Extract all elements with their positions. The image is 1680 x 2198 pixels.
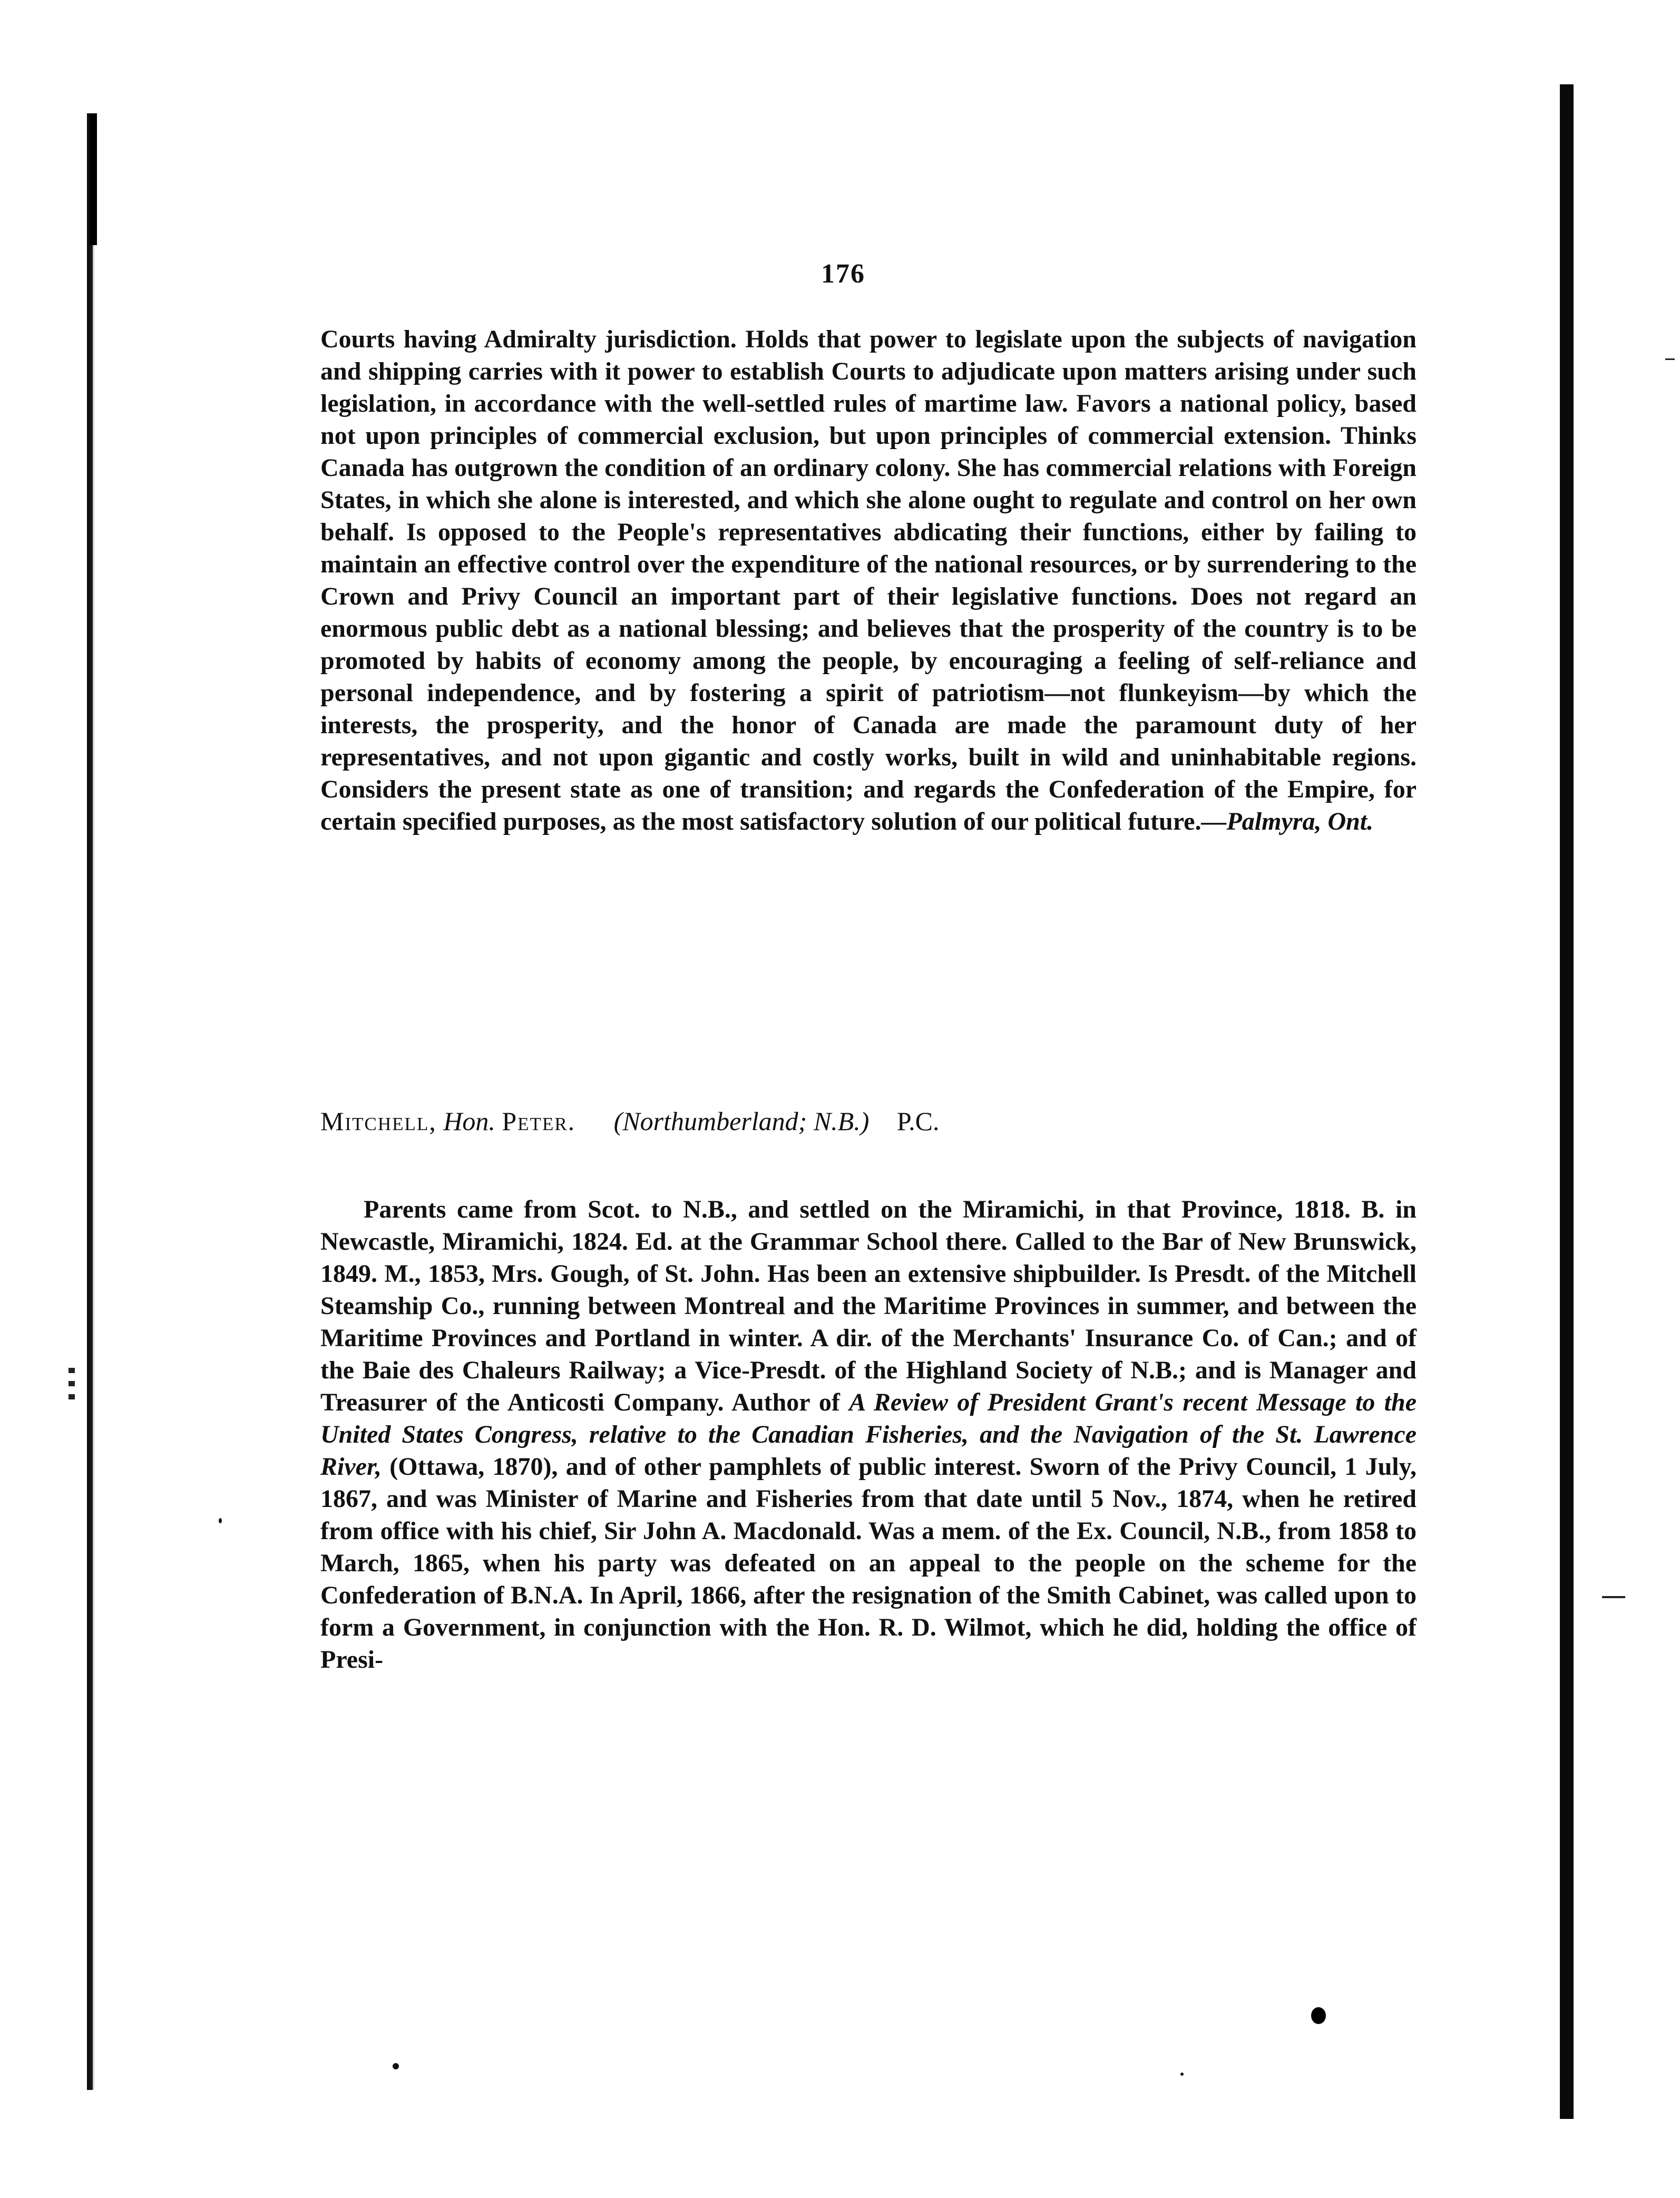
scan-mark [1665,358,1675,360]
signature-place: —Palmyra, Ont. [1201,808,1374,835]
scan-mark [69,1394,75,1399]
biography-paragraph [320,1193,1417,1676]
entry-surname: Mitchell, [320,1106,437,1136]
scan-speck [393,2063,399,2069]
entry-suffix: P.C. [896,1106,940,1136]
scan-edge-left [87,113,101,2090]
paragraph-text-part-2: (Ottawa, 1870), and of other pamphlets of public interest. Sworn of the Privy Council, 1 July, 1867, and was Minister of Marine and Fisheries from that date until 5 Nov., 1874, when he retired from office with his chief, Sir John A. Macdonald. Was a mem. of the Ex. Council, N.B., from 1858 to March, 1865, when his party was defeated on an appeal to the people on the scheme for the Confederation of B.N.A. In April, 1866, after the resignation of the Smith Cabinet, was called upon to form a Government, in conjunction with the Hon. R. D. Wilmot, which he did, holding the office of Presi- [320,1453,1417,1674]
scan-speck [1180,2073,1184,2076]
page-number: 176 [821,259,865,289]
paragraph-text: Courts having Admiralty jurisdiction. Holds that power to legislate upon the subjects of navigation and shipping carries with it power to establish Courts to adjudicate upon matters arising under such legislation, in accordance with the well-settled rules of martime law. Favors a national policy, based not upon principles of commercial exclusion, but upon principles of commercial extension. Thinks Canada has outgrown the condition of an ordinary colony. She has commercial relations with Foreign States, in which she alone is interested, and which she alone ought to regulate and control on her own behalf. Is opposed to the People's representatives abdicating their functions, either by failing to maintain an effective control over the expenditure of the national resources, or by surrendering to the Crown and Privy Council an important part of their legislative functions. Does not regard an enormous public debt as a national blessing; and believes that the prosperity of the country is to be promoted by habits of economy among the people, by encouraging a feeling of self-reliance and personal independence, and by fostering a spirit of patriotism—not flunkeyism—by which the interests, the prosperity, and the honor of Canada are made the paramount duty of her representatives, and not upon gigantic and costly works, built in wild and uninhabitable regions. Considers the present state as one of transition; and regards the Confederation of the Empire, for certain specified purposes, as the most satisfactory solution of our political future. [320,325,1417,835]
biography-paragraph-continued [320,323,1417,838]
scan-edge-left-dark [90,113,97,245]
scan-speck [219,1518,222,1523]
scan-edge-right [1560,84,1574,2119]
entry-riding: (Northumberland; N.B.) [613,1106,870,1136]
scan-mark [1602,1596,1625,1598]
scan-mark [69,1381,75,1386]
entry-heading [320,1104,1417,1138]
paragraph-text-part-1: Parents came from Scot. to N.B., and settled on the Miramichi, in that Province, 1818. B. in Newcastle, Miramichi, 1824. Ed. at the Grammar School there. Called to the Bar of New Brunswick, 1849. M., 1853, Mrs. Gough, of St. John. Has been an extensive shipbuilder. Is Presdt. of the Mitchell Steamship Co., running between Montreal and the Maritime Provinces in summer, and between the Maritime Provinces and Portland in winter. A dir. of the Merchants' Insurance Co. of Can.; and of the Baie des Chaleurs Railway; a Vice-Presdt. of the Highland Society of N.B.; and is Manager and Treasurer of the Anticosti Company. Author of [320,1195,1417,1416]
entry-honorific: Hon. [443,1106,495,1136]
entry-given-name: Peter. [502,1106,576,1136]
ink-blot [1311,2007,1326,2024]
pamphlet-title: A Review of President Grant's recent Message to the United States Congress, relative to the Canadian Fisheries, and the Navigation of the St. Lawrence River, [320,1388,1417,1481]
scan-mark [69,1368,75,1373]
